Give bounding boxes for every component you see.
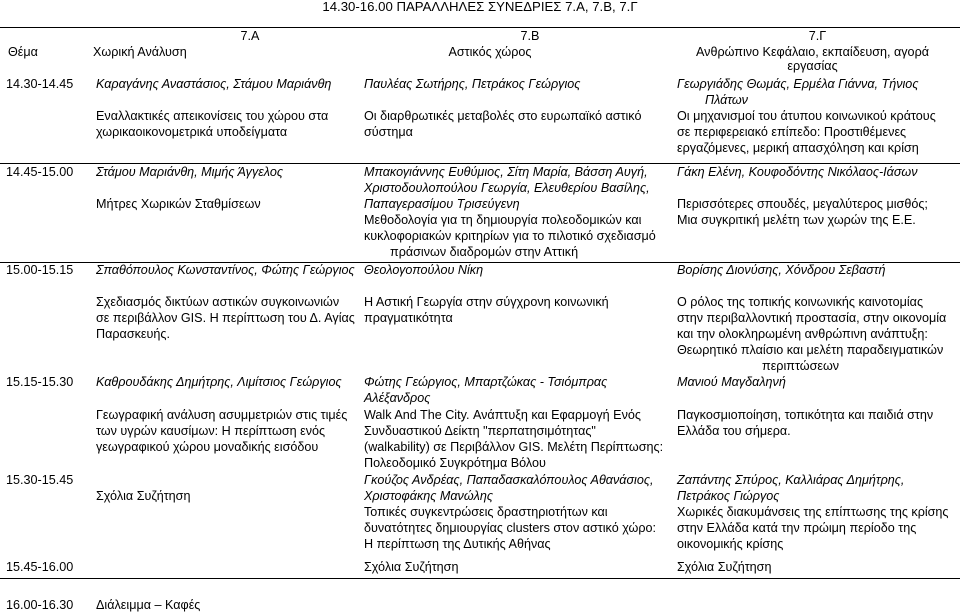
paper-title-c: εργαζόμενες, μερική απασχόληση και κρίση <box>677 141 919 155</box>
authors-b: Παπαγερασίμου Τρισεύγενη <box>364 197 520 211</box>
paper-title-c: Ο ρόλος της τοπικής κοινωνικής καινοτομίας <box>677 295 924 309</box>
paper-title-b: κυκλοφοριακών κριτηρίων για το πιλοτικό σχεδιασμό <box>364 229 656 243</box>
page-title: 14.30-16.00 ΠΑΡΑΛΛΗΛΕΣ ΣΥΝΕΔΡΙΕΣ 7.Α, 7.Β, 7.Γ <box>322 0 638 14</box>
paper-title-a: Εναλλακτικές απεικονίσεις του χώρου στα <box>96 109 329 123</box>
room-7c: 7.Γ <box>808 29 827 43</box>
paper-title-b: Τοπικές συγκεντρώσεις δραστηριοτήτων και <box>364 505 608 519</box>
room-7a: 7.Α <box>240 29 260 43</box>
paper-title-c: Σχόλια Συζήτηση <box>677 560 772 574</box>
authors-c: Μανιού Μαγδαληνή <box>677 375 786 389</box>
authors-b: Χριστοδουλοπούλου Γεωργία, Ελευθερίου Βασίλης, <box>364 181 650 195</box>
paper-title-c: σε περιφερειακό επίπεδο: Προστιθέμενες <box>677 125 907 139</box>
time-slot: 14.45-15.00 <box>6 165 74 179</box>
authors-c: Πετράκος Γιώργος <box>677 489 780 503</box>
paper-title-c: στην περιβαλλοντική προστασία, στην οικονομία <box>677 311 947 325</box>
paper-title-a: γεωγραφικού χώρου μοναδικής εισόδου <box>96 440 319 454</box>
paper-title-b: Η Αστική Γεωργία στην σύγχρονη κοινωνική <box>364 295 609 309</box>
table-rule <box>0 578 960 579</box>
paper-title-c: Περισσότερες σπουδές, μεγαλύτερος μισθός; <box>677 197 928 211</box>
paper-title-a: Σχόλια Συζήτηση <box>96 489 191 503</box>
paper-title-b: Οι διαρθρωτικές μεταβολές στο ευρωπαϊκό αστικό <box>364 109 642 123</box>
paper-title-a: χωρικαοικονομετρικά υποδείγματα <box>96 125 288 139</box>
break-time: 16.00-16.30 <box>6 598 74 612</box>
authors-a: Σπαθόπουλος Κωνσταντίνος, Φώτης Γεώργιος <box>96 263 355 277</box>
time-slot: 15.00-15.15 <box>6 263 74 277</box>
paper-title-c: οικονομικής κρίσης <box>677 537 784 551</box>
paper-title-b: (walkability) σε Περιβάλλον GIS. Μελέτη Περίπτωσης: <box>364 440 664 454</box>
authors-a: Καραγάνης Αναστάσιος, Στάμου Μαριάνθη <box>96 77 332 91</box>
column-header-spatial: Χωρική Ανάλυση <box>93 45 187 59</box>
column-header-human-capital: Ανθρώπινο Κεφάλαιο, εκπαίδευση, αγορά <box>695 45 930 59</box>
paper-title-a: Παρασκευής. <box>96 327 170 341</box>
paper-title-c: Οι μηχανισμοί του άτυπου κοινωνικού κράτους <box>677 109 936 123</box>
paper-title-a: Μήτρες Χωρικών Σταθμίσεων <box>96 197 261 211</box>
paper-title-a: σε περιβάλλον GIS. Η περίπτωση του Δ. Αγίας <box>96 311 355 325</box>
time-slot: 15.45-16.00 <box>6 560 74 574</box>
paper-title-b: δυνατότητες δημιουργίας clusters στον αστικό χώρο: <box>364 521 656 535</box>
authors-b: Γκούζος Ανδρέας, Παπαδασκαλόπουλος Αθανάσιος, <box>364 473 654 487</box>
authors-c: Γάκη Ελένη, Κουφοδόντης Νικόλαος-Ιάσων <box>677 165 918 179</box>
authors-b: Μπακογιάννης Ευθύμιος, Σίτη Μαρία, Βάσση Αυγή, <box>364 165 648 179</box>
column-header-urban: Αστικός χώρος <box>448 45 532 59</box>
paper-title-c: στην Ελλάδα κατά την πρώιμη περίοδο της <box>677 521 917 535</box>
paper-title-b: Η περίπτωση της Δυτικής Αθήνας <box>364 537 551 551</box>
paper-title-c: Χωρικές διακυμάνσεις της επίπτωσης της κρίσης <box>677 505 949 519</box>
authors-b: Θεολογοπούλου Νίκη <box>364 263 484 277</box>
table-rule <box>0 27 960 28</box>
paper-title-a: Γεωγραφική ανάλυση ασυμμετριών στις τιμές <box>96 408 348 422</box>
paper-title-a: Σχεδιασμός δικτύων αστικών συγκοινωνιών <box>96 295 340 309</box>
paper-title-c: Ελλάδα του σήμερα. <box>677 424 791 438</box>
paper-title-b: πράσινων διαδρομών στην Αττική <box>390 245 579 259</box>
paper-title-b: Σχόλια Συζήτηση <box>364 560 459 574</box>
time-slot: 14.30-14.45 <box>6 77 74 91</box>
authors-c: Πλάτων <box>705 93 748 107</box>
time-slot: 15.15-15.30 <box>6 375 74 389</box>
authors-c: Γεωργιάδης Θωμάς, Ερμέλα Γιάννα, Τήνιος <box>677 77 919 91</box>
authors-b: Παυλέας Σωτήρης, Πετράκος Γεώργιος <box>364 77 581 91</box>
theme-label: Θέμα <box>8 45 38 59</box>
column-header-human-capital-line2: εργασίας <box>787 59 838 73</box>
paper-title-a: των υγρών καυσίμων: Η περίπτωση ενός <box>96 424 326 438</box>
authors-b: Χριστοφάκης Μανώλης <box>364 489 493 503</box>
time-slot: 15.30-15.45 <box>6 473 74 487</box>
paper-title-b: Πολεοδομικό Συγκρότημα Βόλου <box>364 456 546 470</box>
table-rule <box>0 163 960 164</box>
authors-c: Ζαπάντης Σπύρος, Καλλιάρας Δημήτρης, <box>677 473 905 487</box>
paper-title-c: Παγκοσμιοποίηση, τοπικότητα και παιδιά στην <box>677 408 934 422</box>
break-label: Διάλειμμα – Καφές <box>96 598 201 612</box>
paper-title-b: Walk And The City. Ανάπτυξη και Εφαρμογή Ενός <box>364 408 641 422</box>
paper-title-c: Μια συγκριτική μελέτη των χωρών της Ε.Ε. <box>677 213 916 227</box>
paper-title-b: πραγματικότητα <box>364 311 453 325</box>
authors-b: Φώτης Γεώργιος, Μπαρτζώκας - Τσιόμπρας <box>364 375 608 389</box>
authors-a: Στάμου Μαριάνθη, Μιμής Άγγελος <box>96 165 283 179</box>
room-7b: 7.Β <box>520 29 540 43</box>
paper-title-b: σύστημα <box>364 125 413 139</box>
authors-c: Βορίσης Διονύσης, Χόνδρου Σεβαστή <box>677 263 886 277</box>
paper-title-c: και την ολοκληρωμένη ανθρώπινη ανάπτυξη: <box>677 327 928 341</box>
authors-b: Αλέξανδρος <box>364 391 431 405</box>
paper-title-c: περιπτώσεων <box>762 359 840 373</box>
paper-title-c: Θεωρητικό πλαίσιο και μελέτη παραδειγματικών <box>677 343 944 357</box>
paper-title-b: Συνδυαστικού Δείκτη "περπατησιμότητας" <box>364 424 596 438</box>
authors-a: Καθρουδάκης Δημήτρης, Λιμίτσιος Γεώργιος <box>96 375 342 389</box>
paper-title-b: Μεθοδολογία για τη δημιουργία πολεοδομικών και <box>364 213 642 227</box>
